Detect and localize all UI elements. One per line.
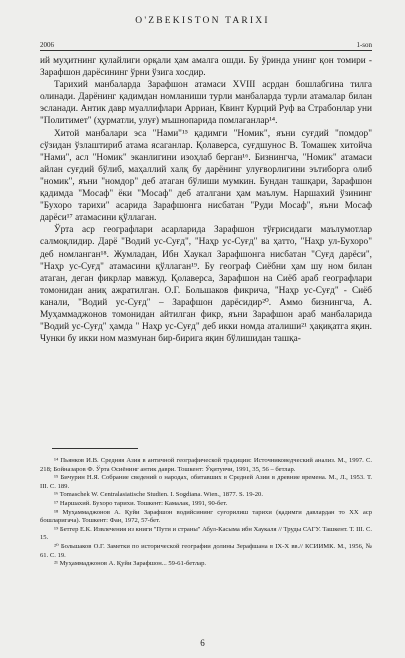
journal-title: O'ZBEKISTON TARIXI xyxy=(135,16,270,26)
footnote: ¹⁶ Tomaschek W. Centralasiatische Studien. I. Sogdiana. Wien., 1877. S. 19-20. xyxy=(54,491,263,499)
paragraph: Хитой манбалари эса "Нами"¹⁵ қадимги "Номик", яъни суғдий "помдор" сўзидан ўзлаштириб атама ясаганлар. Қолаверса, суғдшунос В. Томашек хитойча "Нами", асл "Номик" эканлигини изоҳлаб берган¹⁶. Бизнингча, "Номик" атамаси айлан суғдий бўлиб, маҳаллий халқ бу дарёнинг улуғворлигини эътиборга олиб "номик", яъни "номдор" деб атаган бўлиши мумкин. Бундан ташқари, Зарафшон қадимда "Мосаф" ёки "Мосаф" деб аталгани ҳам маълум. Наршахий ўзининг "Бухоро тарихи" асарида Зарафшонга нисбатан "Руди Мосаф", яъни Мосаф дарёси¹⁷ атамасини қўллаган. xyxy=(40,128,372,224)
header-meta-row xyxy=(40,39,372,51)
footnote: ¹⁸ Муҳаммаджонов А. Қуйи Зарафшон водийсининг суғорилиш тарихи (қадимги давлардан то ХХ аср бошларигача). Тошкент: Фан, 1972, 57-бет. xyxy=(40,508,372,525)
footnote-divider xyxy=(52,448,138,449)
article-body xyxy=(40,55,372,345)
footnote: ¹⁹ Бетгер Е.К. Извлечения из книги "Пути и страны" Абул-Касыма ибн Хаукаля // Труды САГУ. Ташкент. Т. III. С. 15. xyxy=(40,525,373,542)
footnote: ¹⁵ Бичурин Н.Я. Собрание сведений о народах, обитавших в Средней Азии в древние времена. М., Л., 1953. Т. III. С. 189. xyxy=(40,474,372,490)
footnote: ¹⁴ Пьянков И.В. Средняя Азия в античной географической традиции: Источниковедческий анализ. М., 1997. С. 218; Бойназаров Ф. Ўрта Осиёнинг антик даври. Тошкент: Ўқитувчи, 1991, 35, 56 – бетлар. xyxy=(40,457,372,473)
footnote: ²¹ Муҳаммаджонов А. Қуйи Зарафшон... 59-61-бетлар. xyxy=(54,560,207,568)
footnote: ²⁰ Большаков О.Г. Заметки по исторической географии долины Зерафшана в IX-X вв.// КСИИМК. М., 1956, № 61. С. 19. xyxy=(40,542,372,559)
paragraph-continuation: ий муҳитнинг қулайлиги орқали ҳам амалга ошди. Бу ўринда унинг қон томири - Зарафшон дарёсининг ўрни ўзига хосдир. xyxy=(40,56,372,79)
footnote: ¹⁷ Наршахий. Бухоро тарихи. Тошкент: Камалак, 1991, 90-бет. xyxy=(54,499,228,507)
publication-year: 2006 xyxy=(40,41,54,49)
footnotes xyxy=(40,457,372,569)
paragraph: Тарихий манбаларда Зарафшон атамаси XVIII асрдан бошлабгина тилга олинади. Дарёнинг қадимдан номланиши турли манбаларда турли атамалар билан эсланади. Антик давр муаллифлари Арриан, Квинт Курций Руф ва Страбонлар уни "Политимет" (ҳурматли, улуғ) мъшнопарида помлаганлар¹⁴. xyxy=(40,80,372,127)
page-number: 6 xyxy=(200,638,205,648)
issue-number: 1-son xyxy=(356,41,372,49)
paragraph: Ўрта аср географлари асарларида Зарафшон тўғрисидаги маълумотлар салмоқлидир. Дарё "Водий ус-Суғд", "Наҳр ус-Суғд" ва ҳатто, "Наҳр ул-Бухоро" деб номланган¹⁸. Жумладан, Ибн Хаукал Зарафшонга нисбатан "Суғд дарёси", "Наҳр ус-Суғд" атамасини қўллаган¹⁹. Бу географ Сиёбни ҳам шу ном билан атаган, деган фикрлар мавжуд. Қолаверса, Зарафшон на Сиёб араб географлари томонидан аниқ ажратилган. О.Г. Большаков фикрича, "Наҳр ус-Суғд" - Сиёб канали, "Водий ус-Суғд" – Зарафшон дарёсидир²⁰. Аммо бизнингча, А. Муҳаммаджонов томонидан айтилган фикр, яъни Зарафшон араб манбаларида "Водий ус-Суғд" ҳамда " Наҳр ус-Суғд" деб икки номда аталиши²¹ ҳақиқатга яқин. Чунки бу икки ном мазмунан бир-бирига яқин бўлишидан ташқа- xyxy=(40,225,372,345)
